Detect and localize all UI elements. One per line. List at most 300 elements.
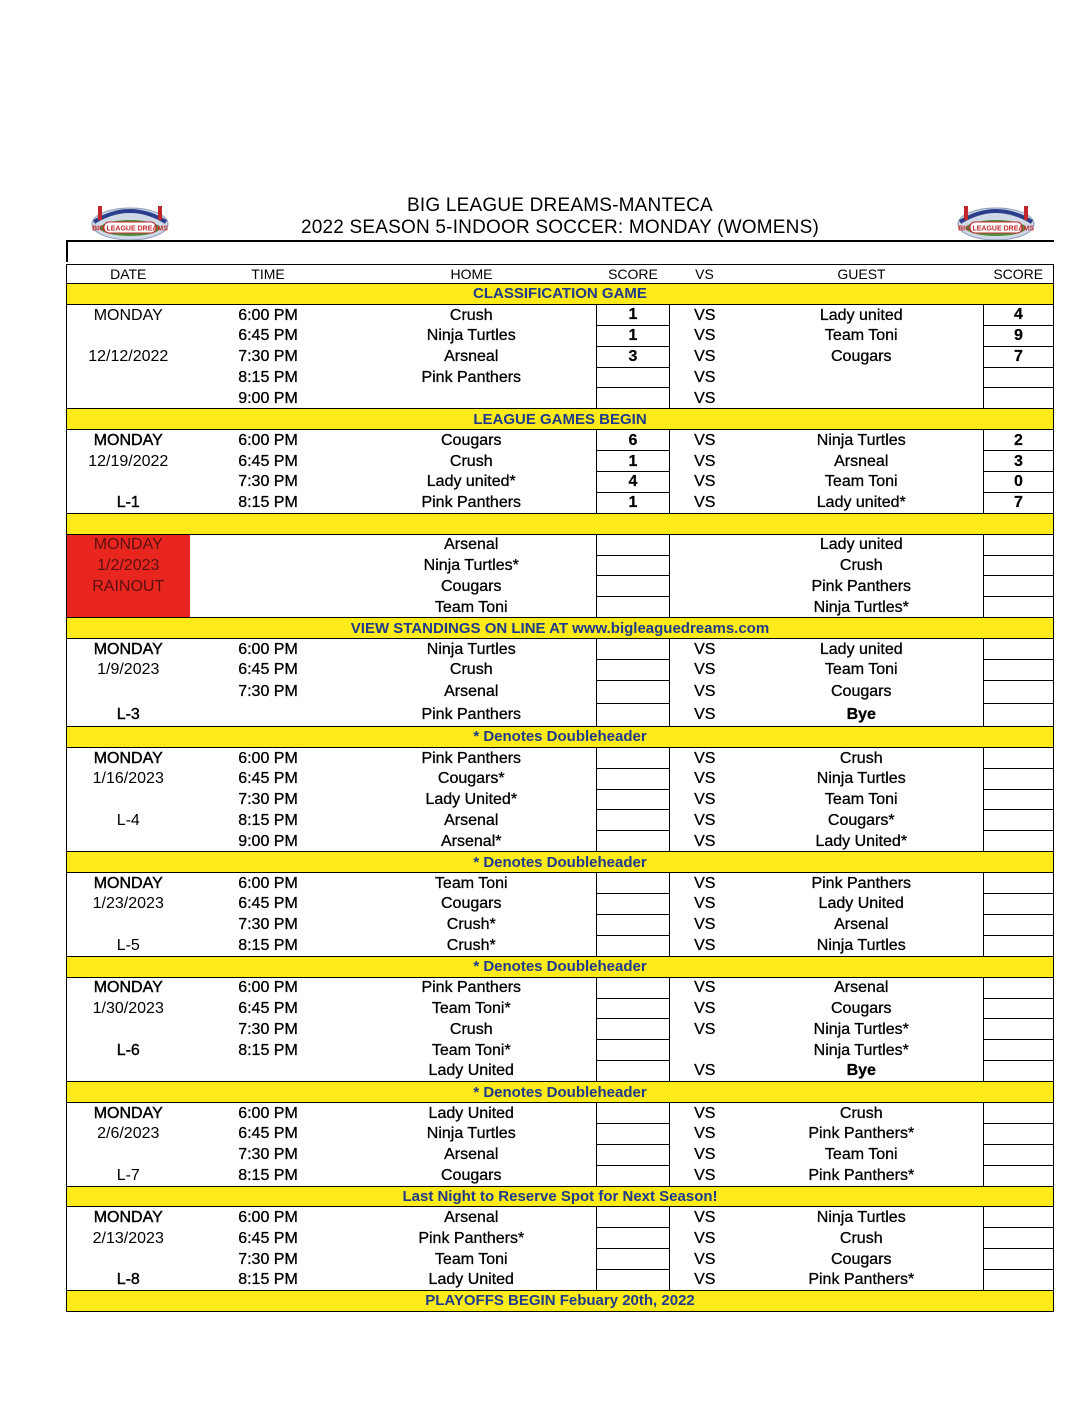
game-time: 9:00 PM [238,389,298,407]
guest-score-box [984,1207,1054,1228]
vs-label [670,597,740,618]
home-score-box [597,1019,670,1040]
game-date: L-8 [116,1271,140,1289]
guest-score-box [984,873,1054,894]
vs-label: VS [694,811,716,829]
home-team: Pink Panthers [421,706,522,724]
game-row [67,492,1054,513]
game-time: 6:45 PM [238,770,298,788]
guest-score: 9 [1014,327,1023,345]
header-home: HOME [347,265,597,284]
guest-team: Crush [839,557,883,575]
game-date [67,472,190,493]
home-score-box [597,810,670,831]
game-time: 6:45 PM [238,895,298,913]
game-date: MONDAY [67,534,190,555]
section-band [67,284,1054,305]
home-team: Ninja Turtles [426,640,516,658]
game-time: 8:15 PM [238,1041,298,1059]
vs-label: VS [694,389,716,407]
game-time: 6:45 PM [238,1125,298,1143]
game-time: 6:00 PM [238,431,298,449]
guest-score: 3 [1014,452,1023,470]
vs-label: VS [694,1166,716,1184]
guest-score-box [984,810,1054,831]
home-score: 3 [628,348,638,366]
game-time [190,576,347,597]
guest-score-box [984,977,1054,998]
home-score-box [597,1165,670,1186]
section-band [67,409,1054,430]
home-score-box [597,1270,670,1291]
guest-team: Lady united [819,640,903,658]
section-band [67,852,1054,873]
game-row [67,1165,1054,1186]
game-row [67,703,1054,726]
game-time: 7:30 PM [238,473,298,491]
vs-label [670,576,740,597]
game-time: 8:15 PM [238,494,298,512]
guest-score-box [984,1249,1054,1270]
home-team: Cougars [441,1166,502,1184]
game-row [67,472,1054,493]
home-score-box [597,894,670,915]
vs-label [670,534,740,555]
game-row [67,346,1054,367]
home-score-box [597,576,670,597]
game-row [67,1102,1054,1123]
home-score-box [597,768,670,789]
home-score: 4 [628,473,638,491]
vs-label: VS [694,979,716,997]
home-team [347,388,597,409]
guest-team: Pink Panthers [811,577,912,595]
guest-team: Cougars [831,999,892,1017]
vs-label [670,1040,740,1061]
logo-left [88,198,172,244]
guest-team: Team Toni [824,1146,898,1164]
guest-score: 4 [1014,306,1023,324]
guest-score-box [984,1040,1054,1061]
guest-score-box [984,1165,1054,1186]
game-time: 8:15 PM [238,1166,298,1184]
game-date [67,1249,190,1270]
guest-score-box [984,1144,1054,1165]
vs-label: VS [694,999,716,1017]
home-team: Arsenal [444,1146,499,1164]
game-time: 7:30 PM [238,1020,298,1038]
game-date [67,1061,190,1082]
guest-team: Team Toni [824,661,898,679]
game-row [67,660,1054,681]
game-time: 6:45 PM [238,327,298,345]
guest-team: Team Toni [824,473,898,491]
home-score-box [597,660,670,681]
guest-score: 7 [1014,494,1023,512]
game-time [190,597,347,618]
section-band-text: * Denotes Doubleheader [67,726,1054,747]
game-date: 1/16/2023 [92,770,164,788]
game-row [67,768,1054,789]
game-date: RAINOUT [67,576,190,597]
vs-label: VS [694,431,716,449]
game-row [67,998,1054,1019]
guest-score-box [984,1061,1054,1082]
game-date: L-7 [116,1166,140,1184]
home-score-box [597,430,670,451]
home-score-box [597,555,670,576]
game-date: 1/2/2023 [67,555,190,576]
guest-score-box [984,998,1054,1019]
game-row [67,430,1054,451]
game-row [67,1228,1054,1249]
home-team: Arsenal* [441,832,502,850]
game-time: 6:00 PM [238,640,298,658]
guest-team: Lady United* [815,832,908,850]
game-date: MONDAY [93,1209,163,1227]
guest-team: Cougars [831,1250,892,1268]
home-score-box [597,1040,670,1061]
home-team: Arsenal [444,683,499,701]
home-team: Ninja Turtles* [423,557,519,575]
home-team: Pink Panthers [421,979,522,997]
guest-team: Bye [846,1062,876,1080]
guest-team: Crush [839,1229,883,1247]
guest-score-box [984,660,1054,681]
game-row [67,555,1054,576]
header-time: TIME [190,265,347,284]
game-row [67,367,1054,388]
game-row [67,1144,1054,1165]
game-time [190,534,347,555]
game-row [67,639,1054,660]
home-score-box [597,304,670,325]
vs-label: VS [694,749,716,767]
game-date [67,831,190,852]
home-score: 6 [628,431,638,449]
home-team: Team Toni* [431,999,511,1017]
game-row [67,789,1054,810]
game-row [67,914,1054,935]
game-date [67,367,190,388]
guest-team: Crush [839,1104,883,1122]
game-date: MONDAY [93,306,163,324]
section-band-text: LEAGUE GAMES BEGIN [67,409,1054,430]
guest-score-box [984,935,1054,956]
guest-score-box [984,768,1054,789]
game-time: 6:00 PM [238,979,298,997]
game-date [67,1144,190,1165]
guest-score-box [984,367,1054,388]
guest-team: Ninja Turtles* [813,598,909,616]
game-date: 1/30/2023 [92,999,164,1017]
home-team: Cougars* [437,770,505,788]
guest-score-box [984,1270,1054,1291]
game-date [67,680,190,703]
home-team: Cougars [441,431,502,449]
home-team: Lady united* [426,473,516,491]
vs-label: VS [694,1062,716,1080]
home-team: Crush [449,306,493,324]
guest-team: Ninja Turtles* [813,1041,909,1059]
vs-label: VS [694,874,716,892]
section-band [67,1082,1054,1103]
guest-score-box [984,451,1054,472]
home-team: Crush [449,452,493,470]
game-row [67,451,1054,472]
guest-team: Arsenal [834,979,889,997]
home-score-box [597,367,670,388]
home-score-box [597,1061,670,1082]
home-team: Pink Panthers [421,749,522,767]
game-time: 6:45 PM [238,1229,298,1247]
vs-label: VS [694,791,716,809]
guest-team: Cougars* [827,811,895,829]
guest-team: Arsenal [834,916,889,934]
game-time: 8:15 PM [238,369,298,386]
home-score-box [597,325,670,346]
vs-label: VS [694,369,716,386]
section-band-text: * Denotes Doubleheader [67,1082,1054,1103]
game-time: 6:00 PM [238,306,298,324]
home-score-box [597,597,670,618]
home-team: Team Toni [434,1250,508,1268]
game-time: 7:30 PM [238,916,298,934]
home-score-box [597,1144,670,1165]
home-score-box [597,1123,670,1144]
home-score: 1 [628,494,638,512]
game-date: L-4 [116,811,140,829]
game-row [67,680,1054,703]
guest-team: Team Toni [824,791,898,809]
guest-score-box [984,472,1054,493]
section-band-text: * Denotes Doubleheader [67,956,1054,977]
vs-label: VS [694,832,716,850]
game-row [67,747,1054,768]
home-team: Arsenal [444,1209,499,1227]
home-team: Pink Panthers [421,494,522,512]
game-date: 12/12/2022 [88,348,169,366]
home-score-box [597,534,670,555]
home-team: Cougars [441,895,502,913]
home-score-box [597,914,670,935]
guest-score-box [984,492,1054,513]
game-date: L-6 [116,1041,140,1059]
vs-label: VS [694,895,716,913]
home-team: Team Toni* [431,1041,511,1059]
game-time: 8:15 PM [238,1271,298,1289]
game-row [67,1123,1054,1144]
game-row [67,894,1054,915]
game-row [67,304,1054,325]
game-time: 7:30 PM [238,683,298,701]
game-row [67,597,1054,618]
vs-label: VS [694,1250,716,1268]
game-date: MONDAY [93,979,163,997]
guest-score-box [984,703,1054,726]
section-band-text: Last Night to Reserve Spot for Next Season! [67,1186,1054,1207]
schedule-table [66,264,1054,1312]
game-row [67,935,1054,956]
game-row [67,810,1054,831]
game-time: 7:30 PM [238,1250,298,1268]
guest-team: Ninja Turtles [816,1209,906,1227]
vs-label: VS [694,1020,716,1038]
guest-team: Pink Panthers* [808,1271,915,1289]
vs-label [670,555,740,576]
section-band-text: PLAYOFFS BEGIN Febuary 20th, 2022 [67,1290,1054,1311]
home-score-box [597,639,670,660]
guest-score-box [984,894,1054,915]
home-score-box [597,703,670,726]
guest-score-box [984,304,1054,325]
game-time: 7:30 PM [238,1146,298,1164]
home-team: Ninja Turtles [426,1125,516,1143]
guest-team: Cougars [831,348,892,366]
frame-divider-tick [66,240,68,262]
home-score-box [597,873,670,894]
vs-label: VS [694,1146,716,1164]
game-row [67,1040,1054,1061]
home-score-box [597,998,670,1019]
guest-team: Lady united [819,306,903,324]
game-row [67,534,1054,555]
home-score-box [597,789,670,810]
header-row [67,265,1054,284]
guest-score-box [984,1019,1054,1040]
home-score-box [597,935,670,956]
guest-score: 7 [1014,348,1023,366]
game-date: 12/19/2022 [88,452,169,470]
guest-score-box [984,1102,1054,1123]
home-team: Arsenal [444,811,499,829]
guest-team: Ninja Turtles [816,770,906,788]
home-score-box [597,388,670,409]
game-date [67,388,190,409]
section-band-text [67,513,1054,534]
game-time [190,555,347,576]
home-score-box [597,831,670,852]
svg-text:BIG LEAGUE DREAMS: BIG LEAGUE DREAMS [92,225,168,233]
section-band [67,513,1054,534]
title-line-2: 2022 SEASON 5-INDOOR SOCCER: MONDAY (WOMENS) [300,217,819,238]
home-score-box [597,451,670,472]
home-team: Team Toni [434,598,508,616]
vs-label: VS [694,1271,716,1289]
guest-team: Bye [846,706,876,724]
guest-team: Ninja Turtles [816,937,906,955]
game-date [67,597,190,618]
guest-team: Pink Panthers* [808,1125,915,1143]
game-row [67,1207,1054,1228]
game-time: 8:15 PM [238,811,298,829]
guest-team: Pink Panthers* [808,1166,915,1184]
game-time: 9:00 PM [238,832,298,850]
home-team: Crush* [446,916,496,934]
game-date: 1/23/2023 [92,895,164,913]
game-time: 7:30 PM [238,791,298,809]
home-score: 1 [628,327,638,345]
guest-score-box [984,555,1054,576]
game-row [67,325,1054,346]
vs-label: VS [694,770,716,788]
svg-text:BIG LEAGUE DREAMS: BIG LEAGUE DREAMS [958,225,1034,233]
game-time: 6:45 PM [238,452,298,470]
game-row [67,1249,1054,1270]
home-score: 1 [628,452,638,470]
game-date: 2/6/2023 [97,1125,160,1143]
guest-team: Ninja Turtles [816,431,906,449]
home-team: Cougars [441,577,502,595]
guest-score-box [984,1123,1054,1144]
home-score-box [597,747,670,768]
vs-label: VS [694,1209,716,1227]
header-score: SCORE [597,265,670,284]
guest-team: Team Toni [824,327,898,345]
game-date: L-5 [116,937,140,955]
game-row [67,1270,1054,1291]
game-row [67,831,1054,852]
game-time: 7:30 PM [238,348,298,366]
guest-score-box [984,597,1054,618]
guest-team: Arsneal [834,452,889,470]
game-date: 1/9/2023 [97,661,160,679]
section-band [67,618,1054,639]
game-row [67,977,1054,998]
vs-label: VS [694,452,716,470]
game-date: MONDAY [93,640,163,658]
home-score-box [597,1207,670,1228]
guest-score-box [984,388,1054,409]
vs-label: VS [694,1229,716,1247]
home-score-box [597,680,670,703]
game-time: 6:00 PM [238,749,298,767]
home-team: Crush* [446,937,496,955]
home-team: Team Toni [434,874,508,892]
home-score-box [597,1249,670,1270]
header-score-guest: SCORE [984,265,1054,284]
guest-score-box [984,534,1054,555]
vs-label: VS [694,937,716,955]
home-score-box [597,346,670,367]
game-time: 6:00 PM [238,1104,298,1122]
guest-score-box [984,639,1054,660]
game-date: 2/13/2023 [92,1229,164,1247]
game-row [67,873,1054,894]
guest-score-box [984,325,1054,346]
home-score-box [597,977,670,998]
home-score-box [597,492,670,513]
home-team: Crush [449,661,493,679]
section-band [67,1290,1054,1311]
game-date: MONDAY [93,1104,163,1122]
vs-label: VS [694,306,716,324]
game-row [67,576,1054,597]
game-date [67,1019,190,1040]
guest-team: Lady united* [816,494,906,512]
logo-right [954,198,1038,244]
section-band-text: VIEW STANDINGS ON LINE AT www.bigleaguedreams.com [67,618,1054,639]
section-band [67,956,1054,977]
home-team: Crush [449,1020,493,1038]
guest-score-box [984,680,1054,703]
game-time [190,703,347,726]
guest-score-box [984,1228,1054,1249]
vs-label: VS [694,683,716,701]
section-band [67,1186,1054,1207]
section-band-text: CLASSIFICATION GAME [67,284,1054,305]
game-date: L-1 [116,494,140,512]
